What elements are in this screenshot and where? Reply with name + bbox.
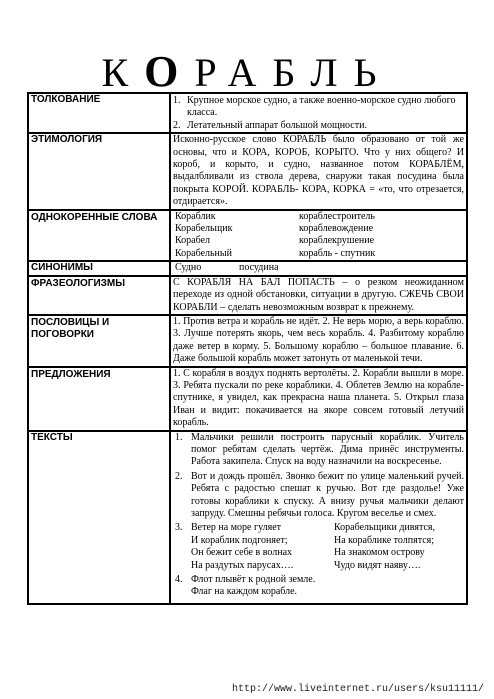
row-content — [170, 431, 467, 604]
list-item: 2. Вот и дождь прошёл. Звонко бежит по улице маленький ручей. Ребята с радостью спешат к ручью. Вот где раздолье! Уже готовы кораблики к спуску. А внизу ручья мальчики делают запруду. Смешны ребячьи голоса. Кругом веселье и смех. — [175, 470, 464, 519]
row-sinonimy — [28, 261, 467, 275]
row-content: Кораблик кораблестроитель Корабельщик кораблевождение Корабел кораблекрушение Корабельный корабль - спутник — [170, 210, 467, 262]
row-poslovicy — [28, 315, 467, 367]
list-item: 1. Крупное морское судно, а также военно-морское судно любого класса. — [173, 95, 456, 119]
row-content: С КОРАБЛЯ НА БАЛ ПОПАСТЬ – о резком неожиданном переходе из одной обстановки, ситуации в другую. СЖЕЧЬ СВОИ КОРАБЛИ – сделать невозможным возврат к прежнему. — [170, 276, 467, 315]
row-frazeologizmy — [28, 276, 467, 315]
row-content: Исконно-русское слово КОРАБЛЬ было образовано от той же основы, что и КОРА, КОРОБ, КОРЫТО. Что у них общего? И короб, и корыто, и судно, названное потом КОРАБЛЁМ, выдалбливали из ствола дерева, снаружи такая посудина была покрыта КОРОЙ. КОРАБЛЬ- КОРА, КОРКА = «то, что отрезается, отдирается». — [170, 133, 467, 209]
row-content — [170, 93, 467, 133]
row-label: ПРЕДЛОЖЕНИЯ — [28, 367, 170, 431]
row-etimologia — [28, 133, 467, 209]
row-tolkovanie — [28, 93, 467, 133]
row-content: 1. Против ветра и корабль не идёт. 2. Не верь морю, а верь кораблю. 3. Лучше потерять якорь, чем весь корабль. 4. Разбитому кораблю даже ветер в корму. 5. Большому кораблю – большое плавание. 6. Даже большой корабль может затонуть от маленькой течи. — [170, 315, 467, 367]
row-label: СИНОНИМЫ — [28, 261, 170, 275]
list-item: 1. Мальчики решили построить парусный кораблик. Учитель помог ребятам сделать чертёж. Дима принёс инструменты. Работа закипела. Спуск на воду назначили на воскресенье. — [175, 431, 464, 468]
row-label: ФРАЗЕОЛОГИЗМЫ — [28, 276, 170, 315]
page-title: КОРАБЛЬ — [101, 47, 393, 96]
row-label: ТОЛКОВАНИЕ — [28, 93, 170, 133]
row-label: ПОСЛОВИЦЫ И ПОГОВОРКИ — [28, 315, 170, 367]
row-odnokorennye — [28, 210, 467, 262]
list-item: 4. Флот плывёт к родной земле. Флаг на каждом корабле. — [175, 574, 316, 598]
row-label: ТЕКСТЫ — [28, 431, 170, 604]
word-table — [27, 92, 468, 605]
list-item: 2. Летательный аппарат большой мощности. — [173, 119, 367, 131]
source-url-watermark: http://www.liveinternet.ru/users/ksu11111/ — [231, 684, 484, 695]
row-content: Судно посудина — [170, 261, 467, 275]
list-item: 3. Ветер на море гуляет Корабельщики дивятся, И кораблик подгоняет; На кораблике толпятся; Он бежит себе в волнах На знакомом острову На раздутых парусах…. Чудо видят наяву…. — [175, 522, 435, 571]
row-content: 1. С корабля в воздух поднять вертолёты. 2. Корабли вышли в море. 3. Ребята пускали по реке кораблики. 4. Облетев Землю на корабле-спутнике, я увидел, как прекрасна наша планета. 5. Открыл глаза Иван и видит: покачивается на якоре совсем готовый летучий корабль. — [170, 367, 467, 431]
row-label: ОДНОКОРЕННЫЕ СЛОВА — [28, 210, 170, 262]
row-predlozhenia — [28, 367, 467, 431]
row-label: ЭТИМОЛОГИЯ — [28, 133, 170, 209]
row-teksty — [28, 431, 467, 604]
